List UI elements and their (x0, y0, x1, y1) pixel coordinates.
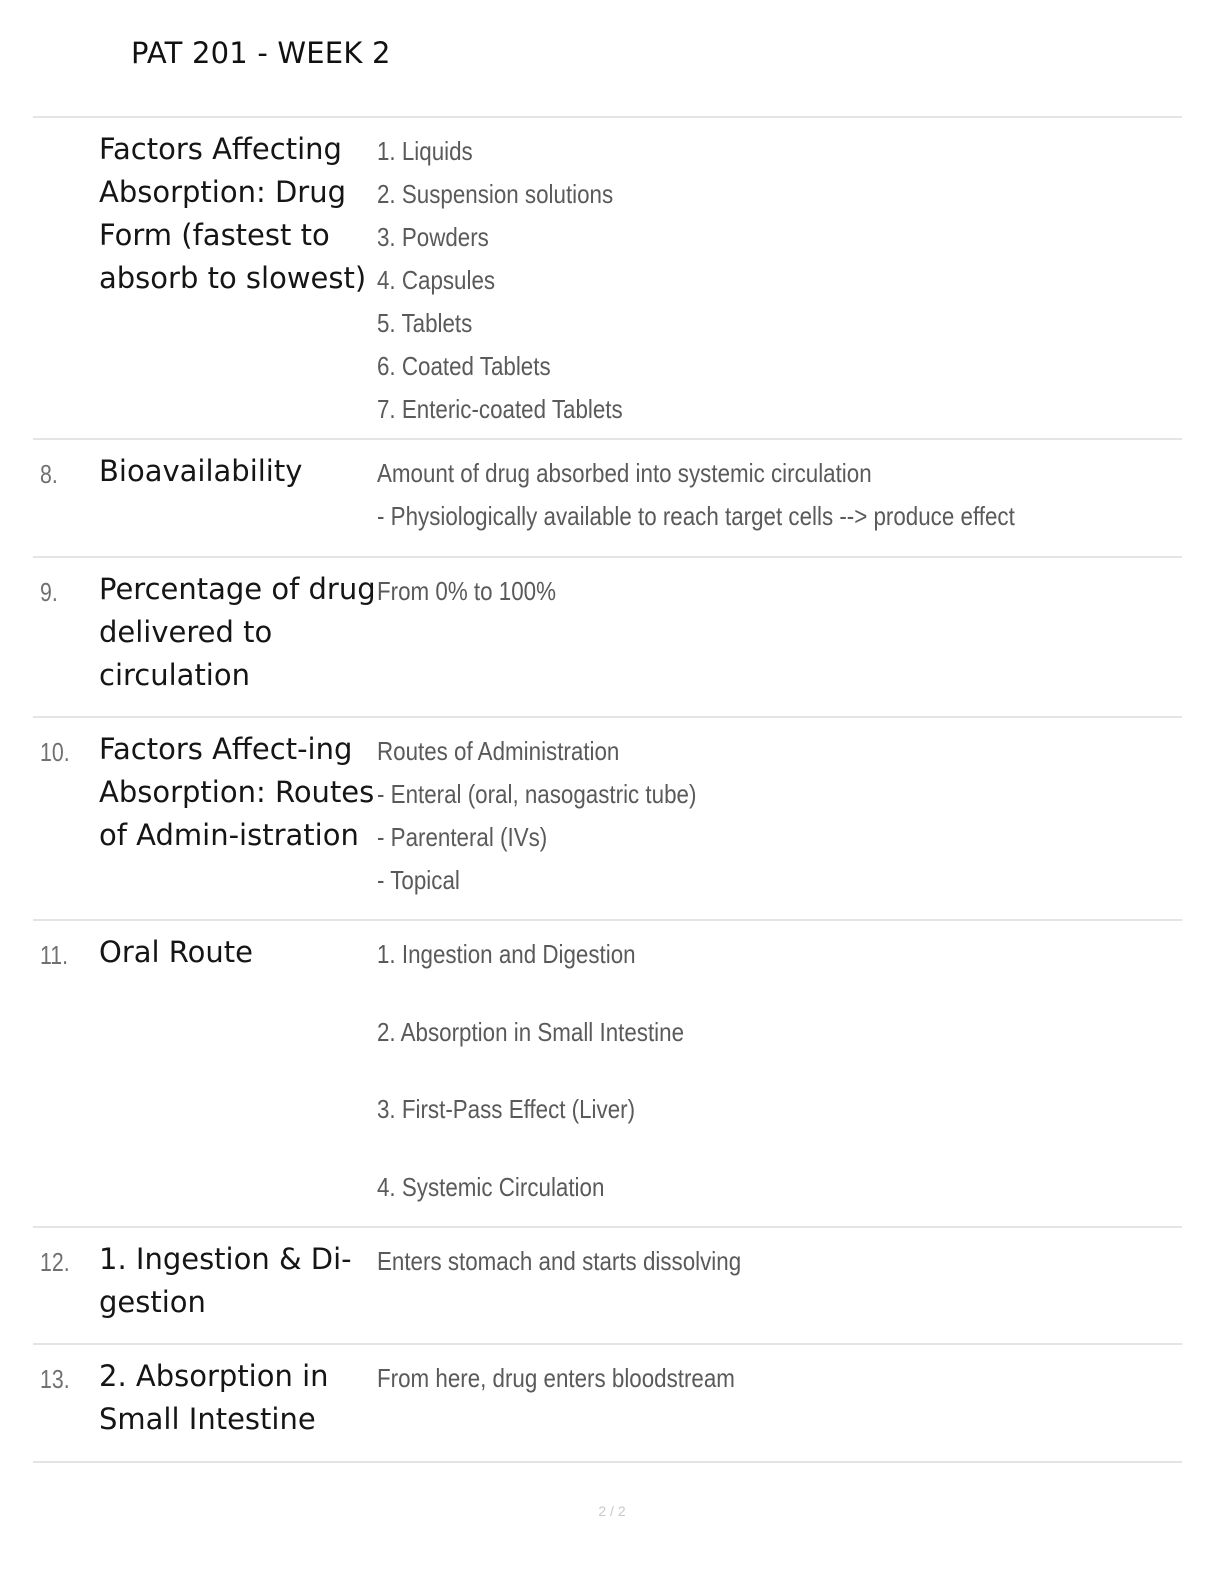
definition-line: - Parenteral (IVs) (377, 822, 548, 852)
card-definition (377, 570, 556, 613)
definition-line: 2. Suspension solutions (377, 179, 614, 209)
card-row (33, 921, 1182, 1228)
definition-line: 3. First-Pass Effect (Liver) (377, 1094, 636, 1125)
card-term: Bioavailability (99, 454, 303, 488)
card-number: 12. (40, 1247, 70, 1277)
card-term: 2. Absorption in Small Intestine (99, 1359, 329, 1436)
card-number: 11. (40, 940, 69, 970)
card-definition (377, 933, 684, 1209)
definition-line: 4. Systemic Circulation (377, 1172, 605, 1203)
definition-line: 7. Enteric-coated Tablets (377, 394, 623, 424)
flashcard-list (33, 116, 1182, 1463)
definition-line: - Enteral (oral, nasogastric tube) (377, 779, 697, 809)
card-definition (377, 1357, 735, 1400)
definition-line: From 0% to 100% (377, 576, 556, 606)
card-definition (377, 130, 623, 431)
card-number: 8. (40, 459, 58, 489)
card-row (33, 440, 1182, 558)
definition-line: From here, drug enters bloodstream (377, 1363, 735, 1393)
card-row (33, 118, 1182, 440)
definition-line: 6. Coated Tablets (377, 351, 551, 381)
definition-line: 5. Tablets (377, 308, 473, 338)
card-row (33, 1345, 1182, 1463)
card-term: Factors Affecting Absorption: Drug Form (fastest to absorb to slowest) (99, 132, 367, 295)
definition-line: - Physiologically available to reach target cells --> produce effect (377, 501, 1015, 531)
definition-line: Amount of drug absorbed into systemic circulation (377, 458, 872, 488)
card-definition (377, 1240, 741, 1283)
card-term: Factors Affect-ing Absorption: Routes of Admin-istration (99, 732, 375, 852)
definition-line: Enters stomach and starts dissolving (377, 1246, 742, 1276)
card-number: 9. (40, 577, 58, 607)
definition-line: 3. Powders (377, 222, 489, 252)
definition-line: 1. Ingestion and Digestion (377, 939, 636, 969)
definition-line: 2. Absorption in Small Intestine (377, 1016, 685, 1047)
definition-line: - Topical (377, 865, 460, 895)
card-row (33, 718, 1182, 921)
definition-line: Routes of Administration (377, 736, 620, 766)
page-number: 2 / 2 (598, 1503, 626, 1519)
card-number: 13. (40, 1364, 70, 1394)
card-term: 1. Ingestion & Di-gestion (99, 1242, 352, 1319)
card-term: Percentage of drug delivered to circulation (99, 572, 376, 692)
card-definition (377, 730, 696, 902)
page-title: PAT 201 - WEEK 2 (131, 36, 391, 70)
definition-line: 1. Liquids (377, 136, 473, 166)
card-row (33, 1228, 1182, 1345)
card-number: 10. (40, 737, 70, 767)
card-row (33, 558, 1182, 718)
card-definition (377, 452, 1015, 538)
definition-line: 4. Capsules (377, 265, 496, 295)
card-term: Oral Route (99, 935, 253, 969)
